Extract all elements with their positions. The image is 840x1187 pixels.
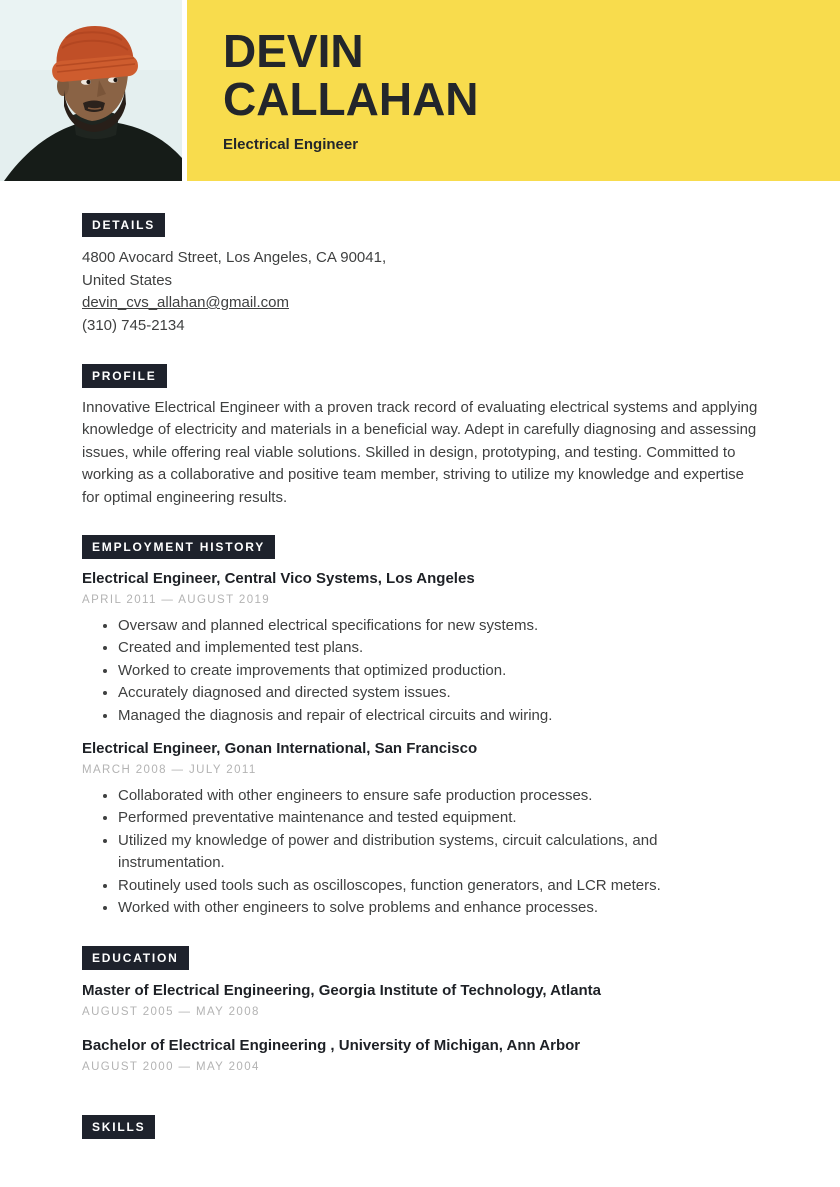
portrait-illustration: [0, 0, 182, 181]
job-title: Electrical Engineer, Central Vico Systems, Los Angeles: [82, 570, 475, 588]
section-badge-details: DETAILS: [82, 213, 165, 237]
section-employment-history: [82, 535, 758, 919]
address-line1: 4800 Avocard Street, Los Angeles, CA 90041,: [82, 249, 387, 266]
candidate-name: [223, 27, 820, 123]
header-banner: [187, 0, 840, 181]
section-profile: [82, 364, 758, 509]
job-dates: APRIL 2011 — AUGUST 2019: [82, 594, 271, 607]
education-entry-1: [82, 981, 758, 1020]
employment-entry-1: [82, 569, 758, 727]
job-bullet: • Created and implemented test plans.: [118, 637, 758, 659]
resume-body: [0, 213, 840, 1139]
section-badge-skills: SKILLS: [82, 1115, 155, 1139]
section-skills: [82, 1115, 758, 1139]
section-badge-education: EDUCATION: [82, 946, 189, 970]
employment-entry-2: [82, 739, 758, 919]
education-entry-2: [82, 1036, 758, 1075]
candidate-name-line2: CALLAHAN: [223, 73, 479, 125]
address-line2: United States: [82, 271, 173, 289]
header: [0, 0, 840, 181]
candidate-name-line1: DEVIN: [223, 25, 364, 77]
job-bullet: • Managed the diagnosis and repair of electrical circuits and wiring.: [118, 705, 758, 727]
job-bullet: • Worked with other engineers to solve problems and enhance processes.: [118, 897, 758, 919]
section-badge-employment: EMPLOYMENT HISTORY: [82, 535, 275, 559]
job-bullet: • Utilized my knowledge of power and distribution systems, circuit calculations, and instrumentation.: [118, 830, 758, 875]
job-bullet: • Oversaw and planned electrical specifications for new systems.: [118, 615, 758, 637]
job-bullet: • Collaborated with other engineers to ensure safe production processes.: [118, 785, 758, 807]
section-details: [82, 213, 758, 337]
job-bullets: [82, 785, 758, 919]
job-bullet: • Accurately diagnosed and directed system issues.: [118, 682, 758, 704]
contact-block: [82, 247, 758, 337]
candidate-title: Electrical Engineer: [223, 136, 359, 153]
job-bullets: [82, 615, 758, 727]
education-title: Master of Electrical Engineering, Georgia Institute of Technology, Atlanta: [82, 981, 601, 999]
job-title: Electrical Engineer, Gonan International, San Francisco: [82, 740, 478, 758]
email-link[interactable]: devin_cvs_allahan@gmail.com: [82, 294, 289, 311]
education-dates: AUGUST 2005 — MAY 2008: [82, 1005, 260, 1018]
education-dates: AUGUST 2000 — MAY 2004: [82, 1060, 260, 1073]
job-bullet: • Worked to create improvements that optimized production.: [118, 660, 758, 682]
profile-photo: [0, 0, 182, 181]
job-bullet: • Performed preventative maintenance and tested equipment.: [118, 807, 758, 829]
section-education: [82, 946, 758, 1075]
section-badge-profile: PROFILE: [82, 364, 167, 388]
phone-number: (310) 745-2134: [82, 316, 185, 334]
job-bullet: • Routinely used tools such as oscilloscopes, function generators, and LCR meters.: [118, 875, 758, 897]
education-title: Bachelor of Electrical Engineering , University of Michigan, Ann Arbor: [82, 1036, 581, 1054]
job-dates: MARCH 2008 — JULY 2011: [82, 764, 257, 777]
profile-summary: Innovative Electrical Engineer with a proven track record of evaluating electrical systems and applying knowledge of electricity and materials in a beneficial way. Adept in carefully diagnosing and assessing issues, while offering real viable solutions. Skilled in design, prototyping, and testing. Committed to working as a collaborative and positive team member, striving to utilize my knowledge and expertise for optimal engineering results.: [82, 399, 758, 506]
email-row: [82, 292, 758, 315]
